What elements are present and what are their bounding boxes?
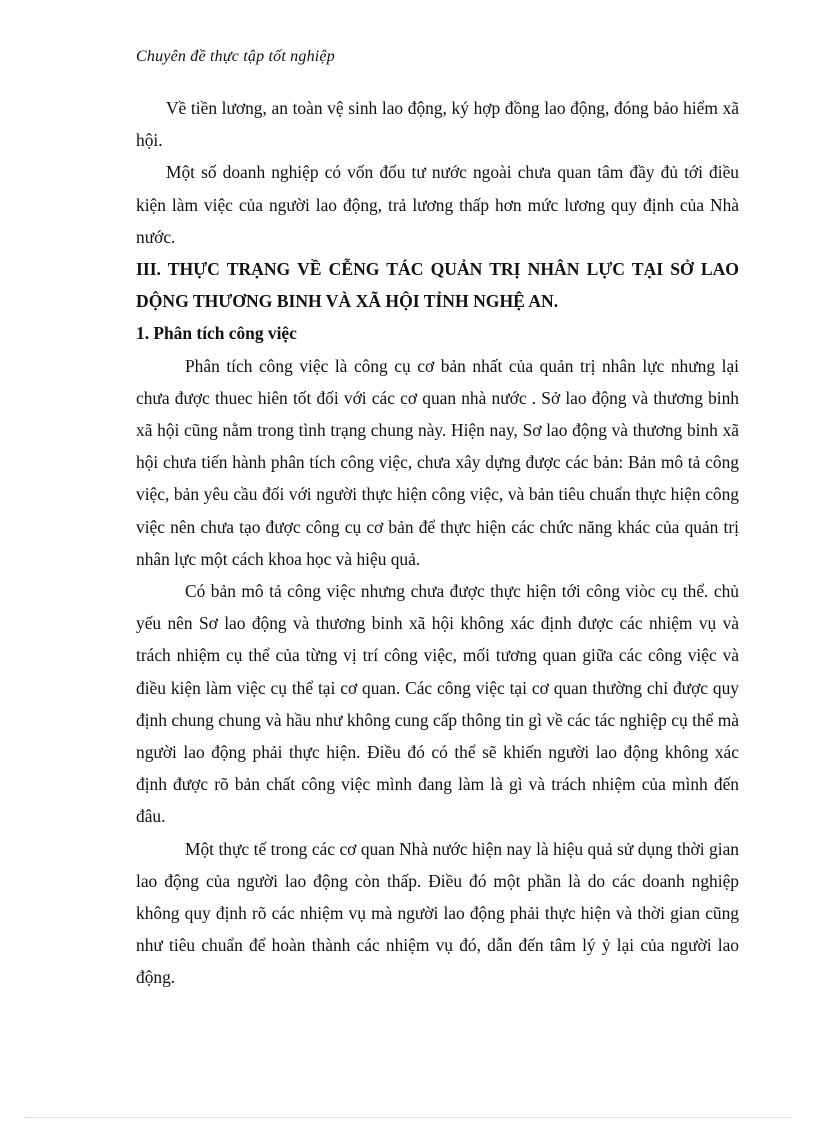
paragraph-job-analysis: Phân tích công việc là công cụ cơ bản nhất của quản trị nhân lực nhưng lại chưa được thuec hiên tốt đối với các cơ quan nhà nước . Sở lao động và thương binh xã hội cũng nằm trong tình trạng chung này. Hiện nay, Sơ lao động và thương binh xã hội chưa tiến hành phân tích công việc, chưa xây dựng được các bản: Bản mô tả công việc, bản yêu cầu đối với người thực hiện công việc, và bản tiêu chuẩn thực hiện công việc nên chưa tạo được công cụ cơ bản để thực hiện các chức năng khác của quản trị nhân lực một cách khoa học và hiệu quả. bbox=[136, 355, 739, 569]
paragraph-labor-efficiency: Một thực tế trong các cơ quan Nhà nước hiện nay là hiệu quả sử dụng thời gian lao động của người lao động còn thấp. Điều đó một phần là do các doanh nghiệp không quy định rõ các nhiệm vụ mà người lao động phải thực hiện và thời gian cũng như tiêu chuẩn để hoàn thành các nhiệm vụ đó, dẫn đến tâm lý ỷ lại của người lao động. bbox=[136, 838, 739, 988]
paragraph-wages-insurance: Về tiền lương, an toàn vệ sinh lao động, ký hợp đồng lao động, đóng bảo hiểm xã hội. bbox=[136, 98, 739, 151]
sub-heading-job-analysis: 1. Phân tích công việc bbox=[136, 323, 297, 344]
document-body bbox=[136, 92, 739, 994]
section-heading: III. THỰC TRẠNG VỀ CỄNG TÁC QUẢN TRỊ NHÂN LỰC TẠI SỞ LAO DỘNG THƯƠNG BINH VÀ XÃ HỘI TỈNH NGHỆ AN. bbox=[136, 259, 739, 312]
page-bottom-divider bbox=[24, 1117, 792, 1118]
running-header: Chuyên đề thực tập tốt nghiệp bbox=[136, 48, 335, 65]
paragraph-job-description: Có bản mô tả công việc nhưng chưa được thực hiện tới công viòc cụ thể. chủ yếu nên Sơ lao động và thương binh xã hội không xác định được các nhiệm vụ và trách nhiệm cụ thể của từng vị trí công việc, mối tương quan giữa các công việc và điều kiện làm việc cụ thể tại cơ quan. Các công việc tại cơ quan thường chỉ được quy định chung chung và hầu như không cung cấp thông tin gì về các tác nghiệp cụ thể mà người lao động phải thực hiện. Điều đó có thể sẽ khiến người lao động không xác định được rõ bản chất công việc mình đang làm là gì và trách nhiệm của mình đến đâu. bbox=[136, 581, 739, 827]
paragraph-foreign-enterprises: Một số doanh nghiệp có vốn đốu tư nước ngoài chưa quan tâm đầy đủ tới điều kiện làm việc của người lao động, trả lương thấp hơn mức lương quy định của Nhà nước. bbox=[136, 162, 739, 247]
